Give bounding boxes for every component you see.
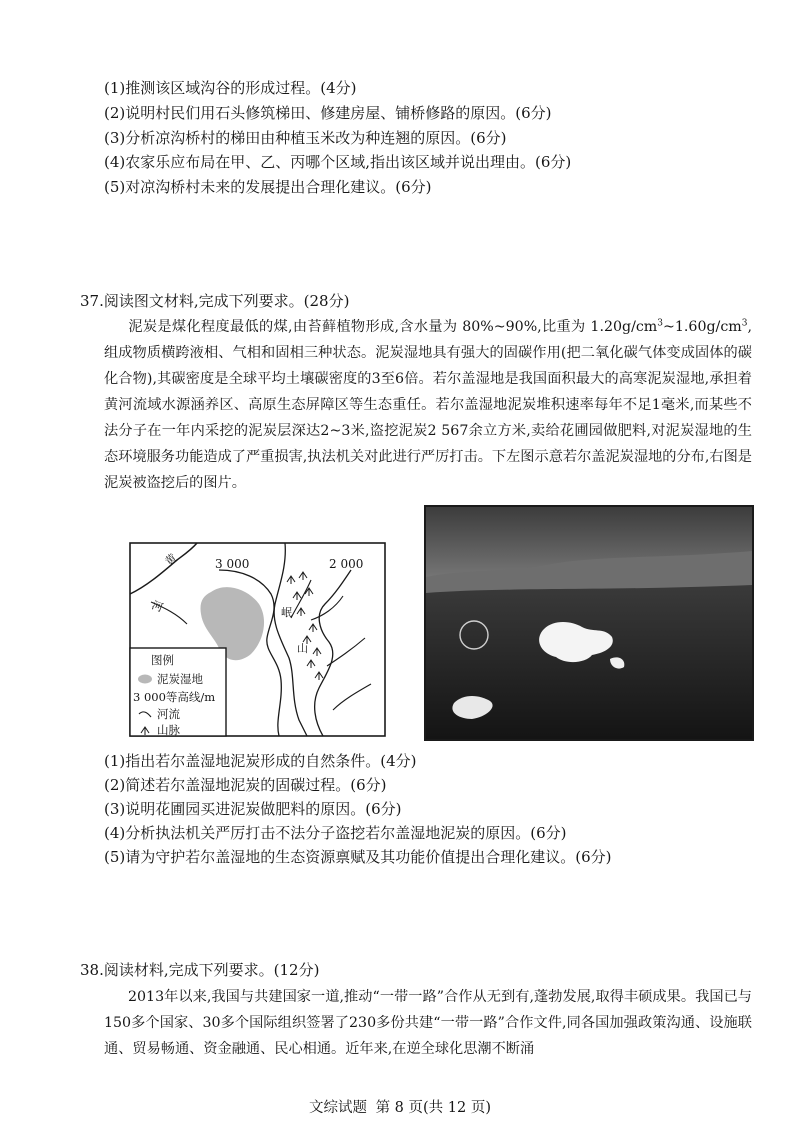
q37-material-paragraph: 泥炭是煤化程度最低的煤,由苔藓植物形成,含水量为 80%~90%,比重为 $1.20g/cm^3\sim 1.60g/cm^3$,组成物质横跨液相、气相和固相三种状态。泥炭湿地具有强大的固碳作用(把二氧化碳气体变成固体的碳化合物),其碳密度是全球平均土壤碳密度的3至6倍。若尔盖湿地是我国面积最大的高寒泥炭湿地,承担着黄河流域水源涵养区、高原生态屏障区等生态重任。若尔盖湿地泥炭堆积速率每年不足1毫米,而某些不法分子在一年内采挖的泥炭层深达2~3米,盗挖泥炭2 567余立方米,卖给花圃园做肥料,对泥炭湿地的生态环境服务功能造成了严重损害,执法机关对此进行严厉打击。下左图示意若尔盖泥炭湿地的分布,右图是泥炭被盗挖后的图片。 xyxy=(104,318,752,491)
q36-item-1: (1)推测该区域沟谷的形成过程。(4分) xyxy=(104,79,357,97)
q37-item-4: (4)分析执法机关严厉打击不法分子盗挖若尔盖湿地泥炭的原因。(6分) xyxy=(104,824,567,842)
legend-item-mountain: 山脉 xyxy=(157,723,180,737)
legend-item-contour: 3 000等高线/m xyxy=(133,690,216,704)
mountain-label-char-2: 山 xyxy=(297,642,308,655)
q37-heading: 37.阅读图文材料,完成下列要求。(28分) xyxy=(80,292,350,310)
q37-item-2: (2)简述若尔盖湿地泥炭的固碳过程。(6分) xyxy=(104,776,387,794)
q38-heading: 38.阅读材料,完成下列要求。(12分) xyxy=(80,961,320,979)
q36-item-3: (3)分析凉沟桥村的梯田由种植玉米改为种连翘的原因。(6分) xyxy=(104,129,507,147)
q36-item-2: (2)说明村民们用石头修筑梯田、修建房屋、铺桥修路的原因。(6分) xyxy=(104,104,552,122)
q37-item-5: (5)请为守护若尔盖湿地的生态资源禀赋及其功能价值提出合理化建议。(6分) xyxy=(104,848,612,866)
contour-label-left: 3 000 xyxy=(215,557,250,571)
river-label-char-1: 黄 xyxy=(162,551,180,569)
river-label-char-2: 河 xyxy=(149,598,165,615)
contour-label-right: 2 000 xyxy=(329,557,364,571)
legend-item-wetland: 泥炭湿地 xyxy=(157,672,203,686)
q37-item-1: (1)指出若尔盖湿地泥炭形成的自然条件。(4分) xyxy=(104,752,417,770)
excavated-peat-photo xyxy=(424,505,754,741)
footer-subject: 文综试题 xyxy=(308,1100,367,1116)
legend-title: 图例 xyxy=(151,653,174,667)
photo-canvas xyxy=(426,507,752,739)
q36-item-5: (5)对凉沟桥村未来的发展提出合理化建议。(6分) xyxy=(104,178,432,196)
q38-material-paragraph: 2013年以来,我国与共建国家一道,推动“一带一路”合作从无到有,蓬勃发展,取得丰硕成果。我国已与150多个国家、30多个国际组织签署了230多份共建“一带一路”合作文件,同各国加强政策沟通、设施联通、贸易畅通、资金融通、民心相通。近年来,在逆全球化思潮不断涌 xyxy=(104,989,752,1057)
footer-page-number: 第 8 页(共 12 页) xyxy=(375,1100,492,1116)
mountain-label-char-1: 岷 xyxy=(281,606,292,619)
legend-item-river: 河流 xyxy=(157,707,180,721)
legend-wetland-swatch xyxy=(138,675,152,684)
peat-wetland-map xyxy=(129,542,386,737)
map-canvas xyxy=(129,542,386,737)
page-footer xyxy=(0,1096,800,1117)
q36-item-4: (4)农家乐应布局在甲、乙、丙哪个区域,指出该区域并说出理由。(6分) xyxy=(104,153,572,171)
q37-item-3: (3)说明花圃园买进泥炭做肥料的原因。(6分) xyxy=(104,800,402,818)
